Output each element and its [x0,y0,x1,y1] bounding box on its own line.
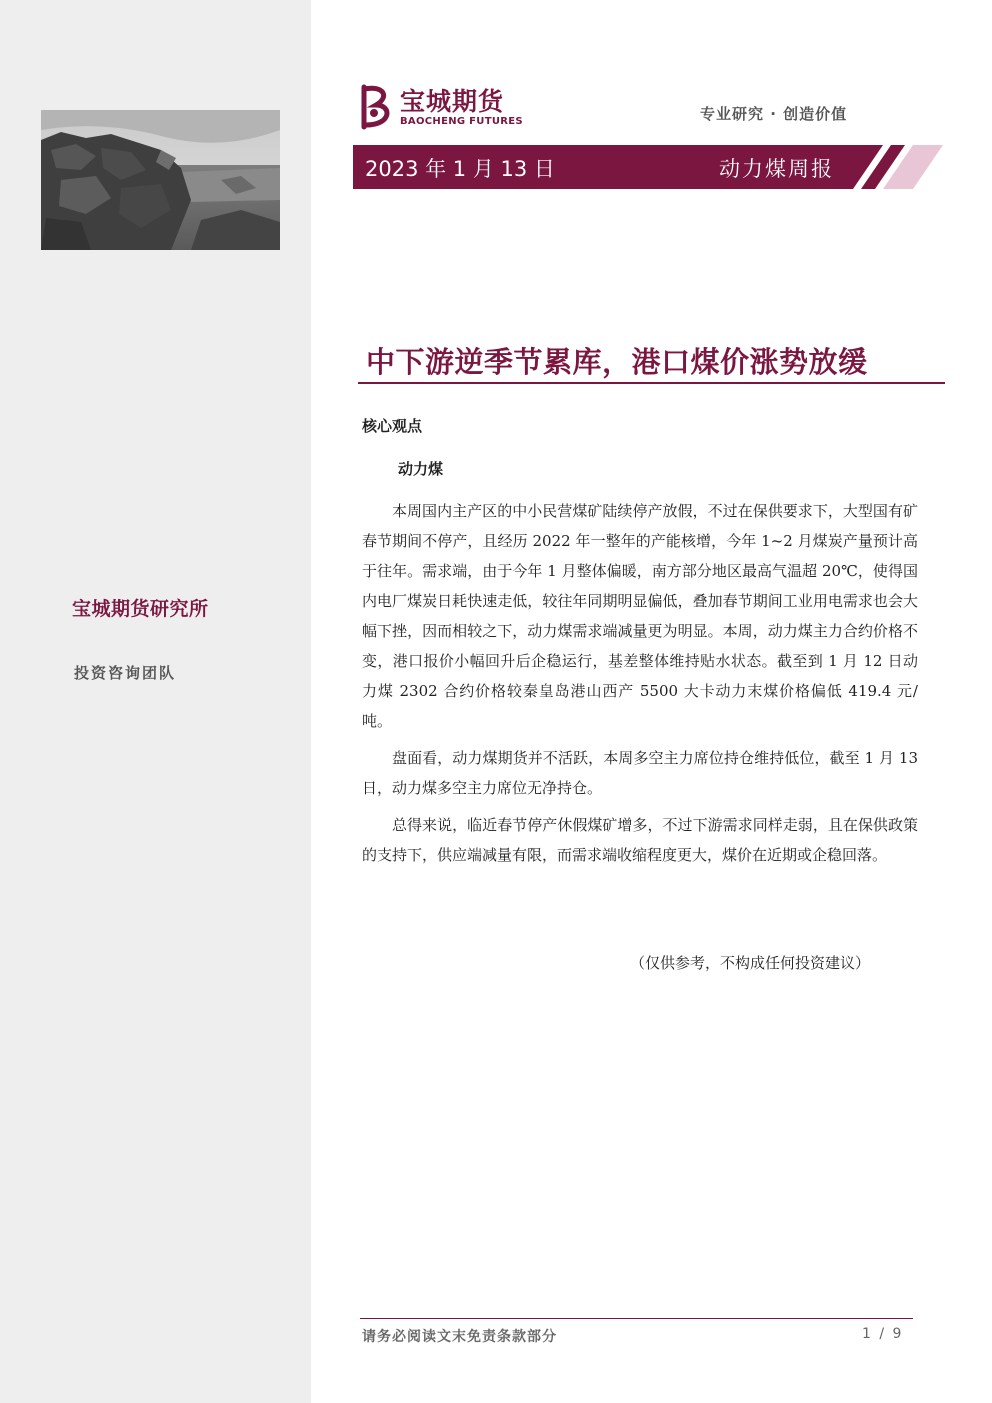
brand-name-en: BAOCHENG FUTURES [400,115,523,127]
report-banner [353,145,943,189]
report-body [362,496,918,877]
sidebar-team-name: 投资咨询团队 [74,664,177,682]
cover-photo-coal-landscape [41,110,280,250]
report-headline: 中下游逆季节累库，港口煤价涨势放缓 [366,345,868,379]
brand-slogan: 专业研究 · 创造价值 [700,105,848,123]
report-date: 2023 年 1 月 13 日 [365,157,555,181]
investment-disclaimer: （仅供参考，不构成任何投资建议） [630,954,871,972]
brand-logo-icon [356,83,394,131]
footer-divider [360,1318,913,1319]
subsection-title: 动力煤 [398,460,444,478]
body-paragraph: 总得来说，临近春节停产休假煤矿增多，不过下游需求同样走弱，且在保供政策的支持下，供应端减量有限，而需求端收缩程度更大，煤价在近期或企稳回落。 [362,816,918,864]
sidebar [0,0,311,1403]
report-type: 动力煤周报 [719,157,834,181]
section-title: 核心观点 [362,417,423,435]
brand-name-cn: 宝城期货 [400,86,505,116]
headline-divider [358,382,945,384]
footer-note: 请务必阅读文末免责条款部分 [362,1329,557,1345]
page-number: 1 / 9 [862,1326,904,1342]
sidebar-org-name: 宝城期货研究所 [72,598,209,620]
coal-landscape-image [41,110,280,250]
body-paragraph: 本周国内主产区的中小民营煤矿陆续停产放假，不过在保供要求下，大型国有矿春节期间不停产，且经历 2022 年一整年的产能核增，今年 1~2 月煤炭产量预计高于往年。需求端，由于今年 1 月整体偏暖，南方部分地区最高气温超 20℃，使得国内电厂煤炭日耗快速走低，较往年同期明显偏低，叠加春节期间工业用电需求也会大幅下挫，因而相较之下，动力煤需求端减量更为明显。本周，动力煤主力合约价格不变，港口报价小幅回升后企稳运行，基差整体维持贴水状态。截至到 1 月 12 日动力煤 2302 合约价格较秦皇岛港山西产 5500 大卡动力末煤价格偏低 419.4 元/吨。 [362,502,918,730]
brand-logo [356,82,523,132]
body-paragraph: 盘面看，动力煤期货并不活跃，本周多空主力席位持仓维持低位，截至 1 月 13 日，动力煤多空主力席位无净持仓。 [362,749,918,797]
